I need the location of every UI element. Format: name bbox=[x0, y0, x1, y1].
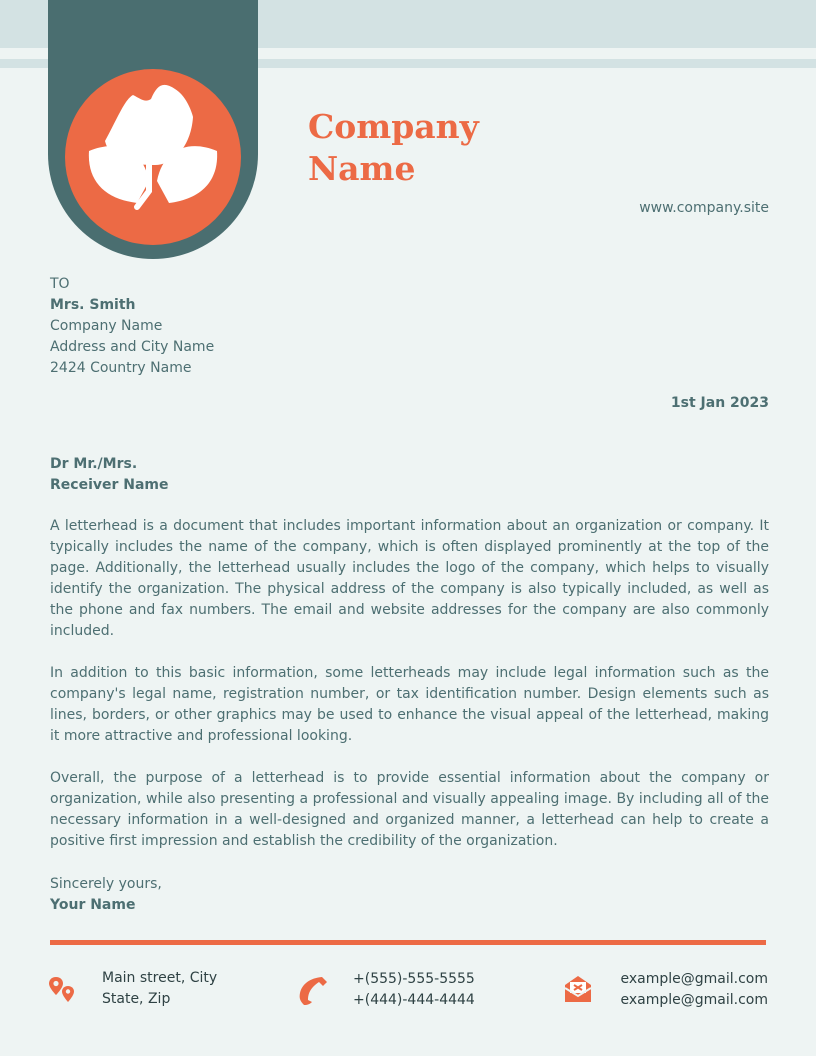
signature-name: Your Name bbox=[50, 897, 136, 913]
company-name bbox=[308, 106, 608, 190]
company-name-line1: Company bbox=[308, 107, 479, 146]
location-pin-icon bbox=[48, 976, 76, 1004]
footer-address bbox=[102, 968, 217, 1010]
to-label: TO bbox=[50, 276, 70, 292]
salutation-line1: Dr Mr./Mrs. bbox=[50, 456, 138, 472]
footer-email bbox=[621, 969, 769, 1011]
tulip-logo-icon bbox=[65, 69, 241, 245]
body-paragraph: A letterhead is a document that includes important information about an organization or company. It typically includes the name of the company, which is often displayed prominently at the top of the page. Additionally, the letterhead usually includes the logo of the company, which helps to visually identify the organization. The physical address of the company is also typically included, as well as the phone and fax numbers. The email and website addresses for the company are also commonly included. bbox=[50, 518, 769, 639]
recipient-address: Address and City Name bbox=[50, 339, 215, 355]
footer-divider bbox=[50, 940, 766, 945]
company-name-line2: Name bbox=[308, 149, 416, 188]
footer-address-line1: Main street, City bbox=[102, 970, 218, 986]
recipient-company: Company Name bbox=[50, 318, 163, 334]
footer-phone-line1[interactable]: +(555)-555-5555 bbox=[353, 971, 475, 987]
footer-phone-line2[interactable]: +(444)-444-4444 bbox=[353, 992, 475, 1008]
phone-icon bbox=[296, 974, 328, 1006]
footer-address-line2: State, Zip bbox=[102, 991, 171, 1007]
recipient-block bbox=[50, 274, 214, 379]
salutation bbox=[50, 454, 169, 496]
closing bbox=[50, 874, 162, 916]
body-paragraph: Overall, the purpose of a letterhead is to provide essential information about the company or organization, while also presenting a professional and visually appealing image. By including all of the necessary information in a well-designed and organized manner, a letterhead can help to create a positive first impression and establish the credibility of the organization. bbox=[50, 770, 769, 849]
footer-email-line1[interactable]: example@gmail.com bbox=[620, 971, 768, 987]
footer-email-line2[interactable]: example@gmail.com bbox=[620, 992, 768, 1008]
recipient-name: Mrs. Smith bbox=[50, 297, 136, 313]
body-paragraph: In addition to this basic information, some letterheads may include legal information such as the company's legal name, registration number, or tax identification number. Design elements such as lines, borders, or other graphics may be used to enhance the visual appeal of the letterhead, making it more attractive and professional looking. bbox=[50, 665, 769, 744]
letter-date: 1st Jan 2023 bbox=[670, 395, 769, 411]
envelope-icon bbox=[563, 974, 593, 1004]
recipient-country: 2424 Country Name bbox=[50, 360, 192, 376]
letter-body bbox=[50, 516, 769, 873]
website-link[interactable]: www.company.site bbox=[639, 200, 769, 216]
footer-phone bbox=[353, 969, 475, 1011]
salutation-line2: Receiver Name bbox=[50, 477, 169, 493]
closing-line: Sincerely yours, bbox=[50, 876, 162, 892]
